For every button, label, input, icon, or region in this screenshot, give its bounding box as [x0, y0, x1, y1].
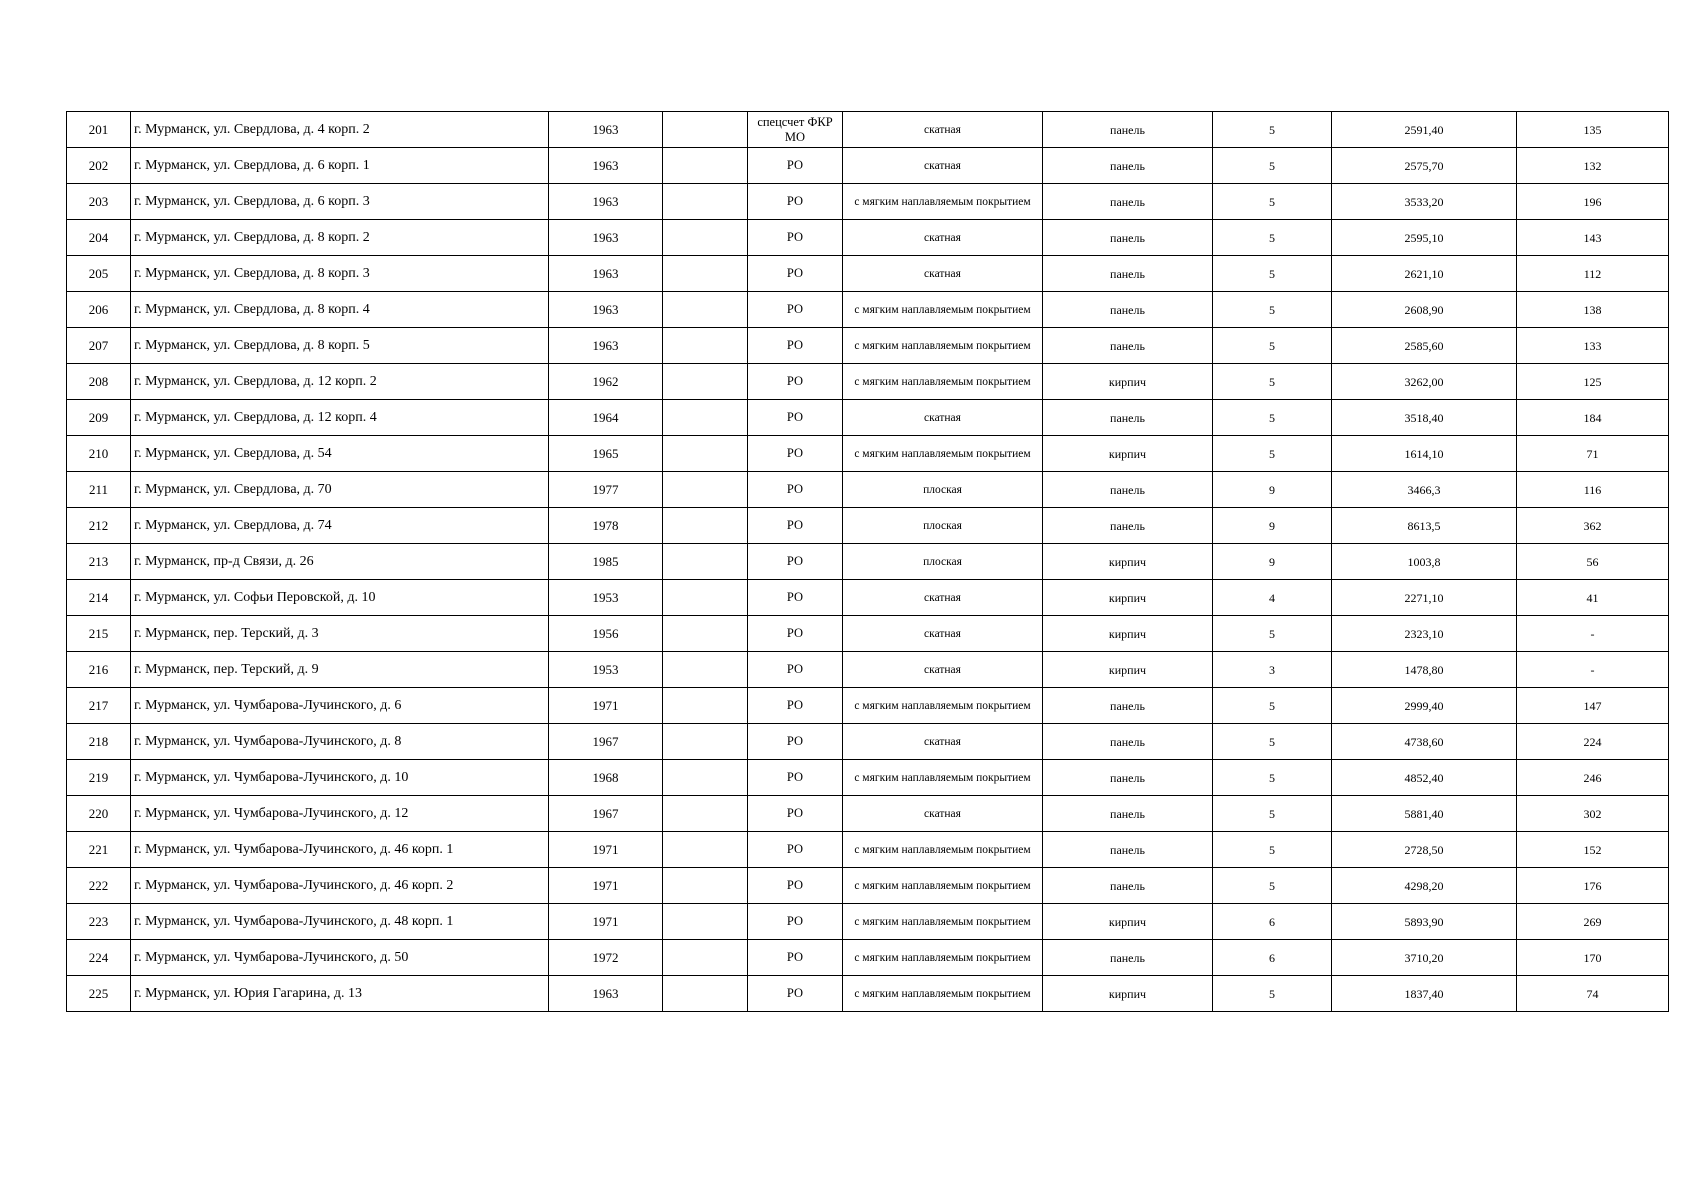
area-cell: 3518,40: [1332, 400, 1517, 436]
floors-cell: 5: [1213, 868, 1332, 904]
row-number: 217: [67, 688, 131, 724]
table-row: [67, 436, 1669, 472]
table-body: [67, 112, 1669, 1012]
table-row: [67, 148, 1669, 184]
fund-method-cell: РО: [748, 364, 843, 400]
year-built-cell: 1967: [549, 796, 663, 832]
residents-cell: 362: [1517, 508, 1669, 544]
roof-type-cell: скатная: [843, 220, 1043, 256]
floors-cell: 4: [1213, 580, 1332, 616]
fund-method-cell: РО: [748, 760, 843, 796]
area-cell: 3533,20: [1332, 184, 1517, 220]
row-number: 210: [67, 436, 131, 472]
residents-cell: 269: [1517, 904, 1669, 940]
roof-type-cell: с мягким наплавляемым покрытием: [843, 976, 1043, 1012]
address-cell: г. Мурманск, ул. Чумбарова-Лучинского, д. 8: [131, 724, 549, 760]
address-cell: г. Мурманск, ул. Чумбарова-Лучинского, д. 46 корп. 2: [131, 868, 549, 904]
row-number: 211: [67, 472, 131, 508]
year-built-cell: 1971: [549, 688, 663, 724]
floors-cell: 5: [1213, 688, 1332, 724]
empty-cell: [663, 652, 748, 688]
floors-cell: 5: [1213, 256, 1332, 292]
empty-cell: [663, 544, 748, 580]
empty-cell: [663, 976, 748, 1012]
floors-cell: 5: [1213, 616, 1332, 652]
table-row: [67, 904, 1669, 940]
empty-cell: [663, 400, 748, 436]
fund-method-cell: РО: [748, 328, 843, 364]
area-cell: 5893,90: [1332, 904, 1517, 940]
table-row: [67, 364, 1669, 400]
residents-cell: 302: [1517, 796, 1669, 832]
year-built-cell: 1963: [549, 292, 663, 328]
row-number: 224: [67, 940, 131, 976]
fund-method-cell: РО: [748, 724, 843, 760]
fund-method-cell: РО: [748, 220, 843, 256]
address-cell: г. Мурманск, ул. Свердлова, д. 8 корп. 2: [131, 220, 549, 256]
year-built-cell: 1953: [549, 652, 663, 688]
floors-cell: 6: [1213, 904, 1332, 940]
area-cell: 3710,20: [1332, 940, 1517, 976]
year-built-cell: 1953: [549, 580, 663, 616]
roof-type-cell: с мягким наплавляемым покрытием: [843, 436, 1043, 472]
fund-method-cell: РО: [748, 400, 843, 436]
table-row: [67, 328, 1669, 364]
fund-method-cell: РО: [748, 256, 843, 292]
empty-cell: [663, 328, 748, 364]
wall-material-cell: панель: [1043, 292, 1213, 328]
wall-material-cell: панель: [1043, 400, 1213, 436]
fund-method-cell: РО: [748, 544, 843, 580]
wall-material-cell: панель: [1043, 220, 1213, 256]
floors-cell: 5: [1213, 436, 1332, 472]
roof-type-cell: скатная: [843, 724, 1043, 760]
year-built-cell: 1962: [549, 364, 663, 400]
roof-type-cell: скатная: [843, 400, 1043, 436]
residents-cell: 196: [1517, 184, 1669, 220]
wall-material-cell: кирпич: [1043, 580, 1213, 616]
year-built-cell: 1963: [549, 256, 663, 292]
roof-type-cell: с мягким наплавляемым покрытием: [843, 184, 1043, 220]
row-number: 222: [67, 868, 131, 904]
area-cell: 2271,10: [1332, 580, 1517, 616]
floors-cell: 5: [1213, 292, 1332, 328]
floors-cell: 5: [1213, 328, 1332, 364]
wall-material-cell: панель: [1043, 760, 1213, 796]
area-cell: 2575,70: [1332, 148, 1517, 184]
year-built-cell: 1978: [549, 508, 663, 544]
address-cell: г. Мурманск, ул. Чумбарова-Лучинского, д. 48 корп. 1: [131, 904, 549, 940]
wall-material-cell: панель: [1043, 184, 1213, 220]
year-built-cell: 1971: [549, 904, 663, 940]
table-row: [67, 544, 1669, 580]
residents-cell: 41: [1517, 580, 1669, 616]
wall-material-cell: панель: [1043, 940, 1213, 976]
fund-method-cell: РО: [748, 472, 843, 508]
year-built-cell: 1963: [549, 220, 663, 256]
address-cell: г. Мурманск, ул. Свердлова, д. 8 корп. 5: [131, 328, 549, 364]
empty-cell: [663, 796, 748, 832]
row-number: 220: [67, 796, 131, 832]
row-number: 202: [67, 148, 131, 184]
residents-cell: 138: [1517, 292, 1669, 328]
floors-cell: 5: [1213, 832, 1332, 868]
empty-cell: [663, 292, 748, 328]
year-built-cell: 1985: [549, 544, 663, 580]
row-number: 213: [67, 544, 131, 580]
floors-cell: 5: [1213, 148, 1332, 184]
floors-cell: 5: [1213, 976, 1332, 1012]
table-row: [67, 400, 1669, 436]
address-cell: г. Мурманск, ул. Чумбарова-Лучинского, д. 6: [131, 688, 549, 724]
address-cell: г. Мурманск, ул. Свердлова, д. 4 корп. 2: [131, 112, 549, 148]
area-cell: 2323,10: [1332, 616, 1517, 652]
table-row: [67, 616, 1669, 652]
address-cell: г. Мурманск, ул. Свердлова, д. 74: [131, 508, 549, 544]
roof-type-cell: плоская: [843, 472, 1043, 508]
residents-cell: -: [1517, 652, 1669, 688]
empty-cell: [663, 940, 748, 976]
empty-cell: [663, 688, 748, 724]
fund-method-cell: РО: [748, 868, 843, 904]
area-cell: 2608,90: [1332, 292, 1517, 328]
wall-material-cell: панель: [1043, 796, 1213, 832]
address-cell: г. Мурманск, ул. Чумбарова-Лучинского, д. 10: [131, 760, 549, 796]
table-row: [67, 940, 1669, 976]
floors-cell: 3: [1213, 652, 1332, 688]
wall-material-cell: кирпич: [1043, 976, 1213, 1012]
year-built-cell: 1963: [549, 112, 663, 148]
roof-type-cell: с мягким наплавляемым покрытием: [843, 328, 1043, 364]
fund-method-cell: спецсчет ФКР МО: [748, 112, 843, 148]
row-number: 223: [67, 904, 131, 940]
floors-cell: 9: [1213, 472, 1332, 508]
year-built-cell: 1964: [549, 400, 663, 436]
wall-material-cell: кирпич: [1043, 544, 1213, 580]
floors-cell: 5: [1213, 364, 1332, 400]
floors-cell: 5: [1213, 400, 1332, 436]
fund-method-cell: РО: [748, 184, 843, 220]
table-row: [67, 832, 1669, 868]
wall-material-cell: панель: [1043, 832, 1213, 868]
table-row: [67, 292, 1669, 328]
floors-cell: 5: [1213, 112, 1332, 148]
empty-cell: [663, 220, 748, 256]
roof-type-cell: с мягким наплавляемым покрытием: [843, 904, 1043, 940]
roof-type-cell: скатная: [843, 148, 1043, 184]
residents-cell: 116: [1517, 472, 1669, 508]
roof-type-cell: с мягким наплавляемым покрытием: [843, 832, 1043, 868]
area-cell: 2595,10: [1332, 220, 1517, 256]
empty-cell: [663, 760, 748, 796]
year-built-cell: 1963: [549, 184, 663, 220]
wall-material-cell: панель: [1043, 688, 1213, 724]
wall-material-cell: кирпич: [1043, 904, 1213, 940]
empty-cell: [663, 868, 748, 904]
fund-method-cell: РО: [748, 580, 843, 616]
residents-cell: 74: [1517, 976, 1669, 1012]
roof-type-cell: с мягким наплавляемым покрытием: [843, 688, 1043, 724]
floors-cell: 6: [1213, 940, 1332, 976]
empty-cell: [663, 832, 748, 868]
empty-cell: [663, 724, 748, 760]
wall-material-cell: панель: [1043, 868, 1213, 904]
wall-material-cell: панель: [1043, 328, 1213, 364]
roof-type-cell: с мягким наплавляемым покрытием: [843, 868, 1043, 904]
wall-material-cell: кирпич: [1043, 652, 1213, 688]
empty-cell: [663, 616, 748, 652]
empty-cell: [663, 580, 748, 616]
address-cell: г. Мурманск, ул. Свердлова, д. 8 корп. 4: [131, 292, 549, 328]
roof-type-cell: скатная: [843, 616, 1043, 652]
address-cell: г. Мурманск, пер. Терский, д. 9: [131, 652, 549, 688]
fund-method-cell: РО: [748, 652, 843, 688]
fund-method-cell: РО: [748, 508, 843, 544]
empty-cell: [663, 508, 748, 544]
address-cell: г. Мурманск, ул. Свердлова, д. 8 корп. 3: [131, 256, 549, 292]
area-cell: 4738,60: [1332, 724, 1517, 760]
year-built-cell: 1956: [549, 616, 663, 652]
address-cell: г. Мурманск, ул. Свердлова, д. 6 корп. 3: [131, 184, 549, 220]
row-number: 204: [67, 220, 131, 256]
residents-cell: 246: [1517, 760, 1669, 796]
empty-cell: [663, 184, 748, 220]
fund-method-cell: РО: [748, 832, 843, 868]
row-number: 218: [67, 724, 131, 760]
table-row: [67, 580, 1669, 616]
wall-material-cell: кирпич: [1043, 436, 1213, 472]
empty-cell: [663, 148, 748, 184]
table-row: [67, 976, 1669, 1012]
table-row: [67, 220, 1669, 256]
address-cell: г. Мурманск, ул. Свердлова, д. 12 корп. 4: [131, 400, 549, 436]
fund-method-cell: РО: [748, 796, 843, 832]
address-cell: г. Мурманск, ул. Свердлова, д. 54: [131, 436, 549, 472]
area-cell: 5881,40: [1332, 796, 1517, 832]
area-cell: 3262,00: [1332, 364, 1517, 400]
table-row: [67, 472, 1669, 508]
residents-cell: 133: [1517, 328, 1669, 364]
empty-cell: [663, 364, 748, 400]
residents-cell: 184: [1517, 400, 1669, 436]
year-built-cell: 1971: [549, 868, 663, 904]
year-built-cell: 1971: [549, 832, 663, 868]
row-number: 214: [67, 580, 131, 616]
empty-cell: [663, 904, 748, 940]
area-cell: 2621,10: [1332, 256, 1517, 292]
year-built-cell: 1968: [549, 760, 663, 796]
wall-material-cell: панель: [1043, 508, 1213, 544]
year-built-cell: 1963: [549, 148, 663, 184]
area-cell: 4298,20: [1332, 868, 1517, 904]
housing-registry-table: [66, 111, 1669, 1012]
table-row: [67, 760, 1669, 796]
residents-cell: 125: [1517, 364, 1669, 400]
year-built-cell: 1965: [549, 436, 663, 472]
row-number: 205: [67, 256, 131, 292]
row-number: 225: [67, 976, 131, 1012]
row-number: 216: [67, 652, 131, 688]
residents-cell: 112: [1517, 256, 1669, 292]
residents-cell: 132: [1517, 148, 1669, 184]
table-row: [67, 724, 1669, 760]
area-cell: 1837,40: [1332, 976, 1517, 1012]
row-number: 208: [67, 364, 131, 400]
table-row: [67, 112, 1669, 148]
row-number: 209: [67, 400, 131, 436]
residents-cell: 224: [1517, 724, 1669, 760]
residents-cell: 135: [1517, 112, 1669, 148]
area-cell: 2999,40: [1332, 688, 1517, 724]
table-row: [67, 184, 1669, 220]
fund-method-cell: РО: [748, 436, 843, 472]
roof-type-cell: скатная: [843, 580, 1043, 616]
area-cell: 2585,60: [1332, 328, 1517, 364]
year-built-cell: 1967: [549, 724, 663, 760]
area-cell: 3466,3: [1332, 472, 1517, 508]
floors-cell: 5: [1213, 220, 1332, 256]
address-cell: г. Мурманск, ул. Чумбарова-Лучинского, д. 12: [131, 796, 549, 832]
address-cell: г. Мурманск, ул. Юрия Гагарина, д. 13: [131, 976, 549, 1012]
empty-cell: [663, 112, 748, 148]
row-number: 219: [67, 760, 131, 796]
roof-type-cell: скатная: [843, 796, 1043, 832]
empty-cell: [663, 256, 748, 292]
area-cell: 2728,50: [1332, 832, 1517, 868]
table-row: [67, 796, 1669, 832]
address-cell: г. Мурманск, пр-д Связи, д. 26: [131, 544, 549, 580]
row-number: 212: [67, 508, 131, 544]
year-built-cell: 1963: [549, 328, 663, 364]
fund-method-cell: РО: [748, 940, 843, 976]
roof-type-cell: скатная: [843, 652, 1043, 688]
roof-type-cell: скатная: [843, 256, 1043, 292]
roof-type-cell: с мягким наплавляемым покрытием: [843, 940, 1043, 976]
row-number: 206: [67, 292, 131, 328]
roof-type-cell: с мягким наплавляемым покрытием: [843, 364, 1043, 400]
row-number: 221: [67, 832, 131, 868]
table-row: [67, 256, 1669, 292]
year-built-cell: 1977: [549, 472, 663, 508]
table-row: [67, 652, 1669, 688]
table-row: [67, 868, 1669, 904]
empty-cell: [663, 436, 748, 472]
table-row: [67, 688, 1669, 724]
fund-method-cell: РО: [748, 976, 843, 1012]
area-cell: 8613,5: [1332, 508, 1517, 544]
residents-cell: 147: [1517, 688, 1669, 724]
address-cell: г. Мурманск, ул. Свердлова, д. 70: [131, 472, 549, 508]
residents-cell: -: [1517, 616, 1669, 652]
roof-type-cell: плоская: [843, 544, 1043, 580]
area-cell: 1003,8: [1332, 544, 1517, 580]
residents-cell: 170: [1517, 940, 1669, 976]
area-cell: 1478,80: [1332, 652, 1517, 688]
row-number: 203: [67, 184, 131, 220]
area-cell: 1614,10: [1332, 436, 1517, 472]
roof-type-cell: плоская: [843, 508, 1043, 544]
address-cell: г. Мурманск, пер. Терский, д. 3: [131, 616, 549, 652]
year-built-cell: 1972: [549, 940, 663, 976]
wall-material-cell: кирпич: [1043, 616, 1213, 652]
wall-material-cell: панель: [1043, 112, 1213, 148]
row-number: 215: [67, 616, 131, 652]
roof-type-cell: с мягким наплавляемым покрытием: [843, 760, 1043, 796]
residents-cell: 152: [1517, 832, 1669, 868]
floors-cell: 5: [1213, 184, 1332, 220]
floors-cell: 5: [1213, 796, 1332, 832]
floors-cell: 9: [1213, 508, 1332, 544]
residents-cell: 143: [1517, 220, 1669, 256]
roof-type-cell: скатная: [843, 112, 1043, 148]
address-cell: г. Мурманск, ул. Чумбарова-Лучинского, д. 50: [131, 940, 549, 976]
residents-cell: 176: [1517, 868, 1669, 904]
row-number: 207: [67, 328, 131, 364]
floors-cell: 5: [1213, 724, 1332, 760]
fund-method-cell: РО: [748, 616, 843, 652]
empty-cell: [663, 472, 748, 508]
wall-material-cell: панель: [1043, 148, 1213, 184]
address-cell: г. Мурманск, ул. Софьи Перовской, д. 10: [131, 580, 549, 616]
residents-cell: 56: [1517, 544, 1669, 580]
table-row: [67, 508, 1669, 544]
address-cell: г. Мурманск, ул. Чумбарова-Лучинского, д. 46 корп. 1: [131, 832, 549, 868]
residents-cell: 71: [1517, 436, 1669, 472]
wall-material-cell: панель: [1043, 256, 1213, 292]
floors-cell: 9: [1213, 544, 1332, 580]
year-built-cell: 1963: [549, 976, 663, 1012]
wall-material-cell: панель: [1043, 724, 1213, 760]
wall-material-cell: панель: [1043, 472, 1213, 508]
row-number: 201: [67, 112, 131, 148]
area-cell: 4852,40: [1332, 760, 1517, 796]
address-cell: г. Мурманск, ул. Свердлова, д. 6 корп. 1: [131, 148, 549, 184]
fund-method-cell: РО: [748, 148, 843, 184]
area-cell: 2591,40: [1332, 112, 1517, 148]
address-cell: г. Мурманск, ул. Свердлова, д. 12 корп. 2: [131, 364, 549, 400]
fund-method-cell: РО: [748, 904, 843, 940]
wall-material-cell: кирпич: [1043, 364, 1213, 400]
roof-type-cell: с мягким наплавляемым покрытием: [843, 292, 1043, 328]
floors-cell: 5: [1213, 760, 1332, 796]
fund-method-cell: РО: [748, 292, 843, 328]
fund-method-cell: РО: [748, 688, 843, 724]
